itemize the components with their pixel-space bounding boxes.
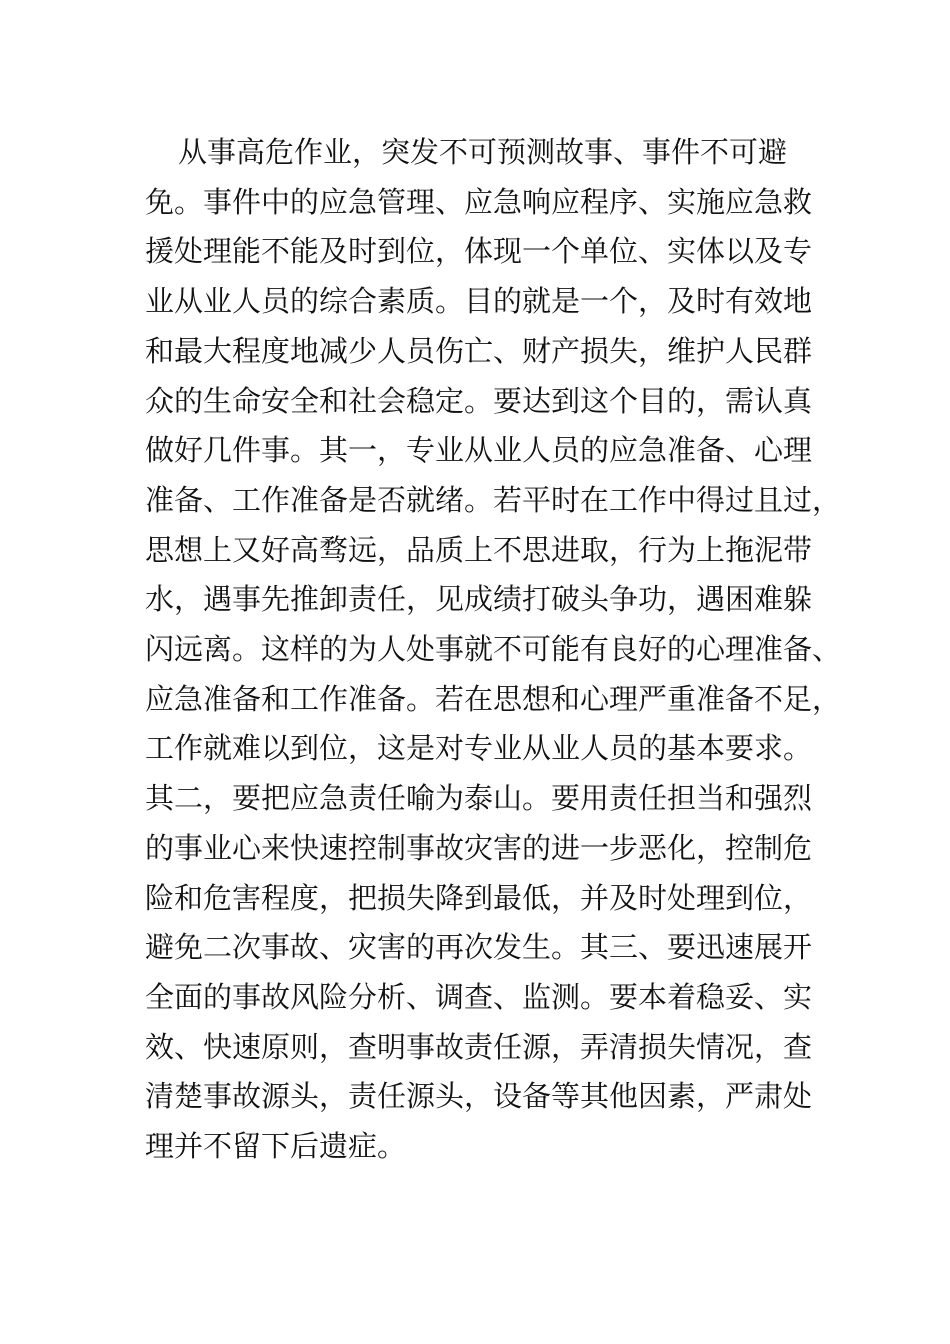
text-line: 险和危害程度，把损失降到最低，并及时处理到位，: [145, 880, 813, 915]
text-line: 理并不留下后遗症。: [145, 1129, 407, 1164]
text-line: 闪远离。这样的为人处事就不可能有良好的心理准备、: [145, 632, 842, 667]
text-line: 做好几件事。其一，专业从业人员的应急准备、心理: [145, 433, 813, 468]
text-line: 援处理能不能及时到位，体现一个单位、实体以及专: [145, 234, 813, 269]
text-line: 工作就难以到位，这是对专业从业人员的基本要求。: [145, 731, 813, 766]
text-line: 应急准备和工作准备。若在思想和心理严重准备不足，: [145, 681, 842, 716]
text-line: 从事高危作业，突发不可预测故事、事件不可避: [178, 135, 788, 169]
text-line: 和最大程度地减少人员伤亡、财产损失，维护人民群: [145, 333, 813, 368]
body-paragraph: [145, 128, 845, 1172]
text-line: 避免二次事故、灾害的再次发生。其三、要迅速展开: [145, 930, 813, 965]
text-line: 效、快速原则，查明事故责任源，弄清损失情况，查: [145, 1029, 813, 1064]
text-line: 其二，要把应急责任喻为泰山。要用责任担当和强烈: [145, 781, 813, 816]
text-line: 众的生命安全和社会稳定。要达到这个目的，需认真: [145, 383, 813, 418]
text-line: 的事业心来快速控制事故灾害的进一步恶化，控制危: [145, 830, 813, 865]
text-line: 业从业人员的综合素质。目的就是一个，及时有效地: [145, 284, 813, 319]
text-line: 思想上又好高骛远，品质上不思进取，行为上拖泥带: [145, 532, 813, 567]
text-line: 准备、工作准备是否就绪。若平时在工作中得过且过，: [145, 482, 842, 517]
text-line: 清楚事故源头，责任源头，设备等其他因素，严肃处: [145, 1079, 813, 1114]
text-line: 免。事件中的应急管理、应急响应程序、实施应急救: [145, 184, 813, 219]
text-line: 水，遇事先推卸责任，见成绩打破头争功，遇困难躲: [145, 582, 813, 617]
text-line: 全面的事故风险分析、调查、监测。要本着稳妥、实: [145, 979, 813, 1014]
